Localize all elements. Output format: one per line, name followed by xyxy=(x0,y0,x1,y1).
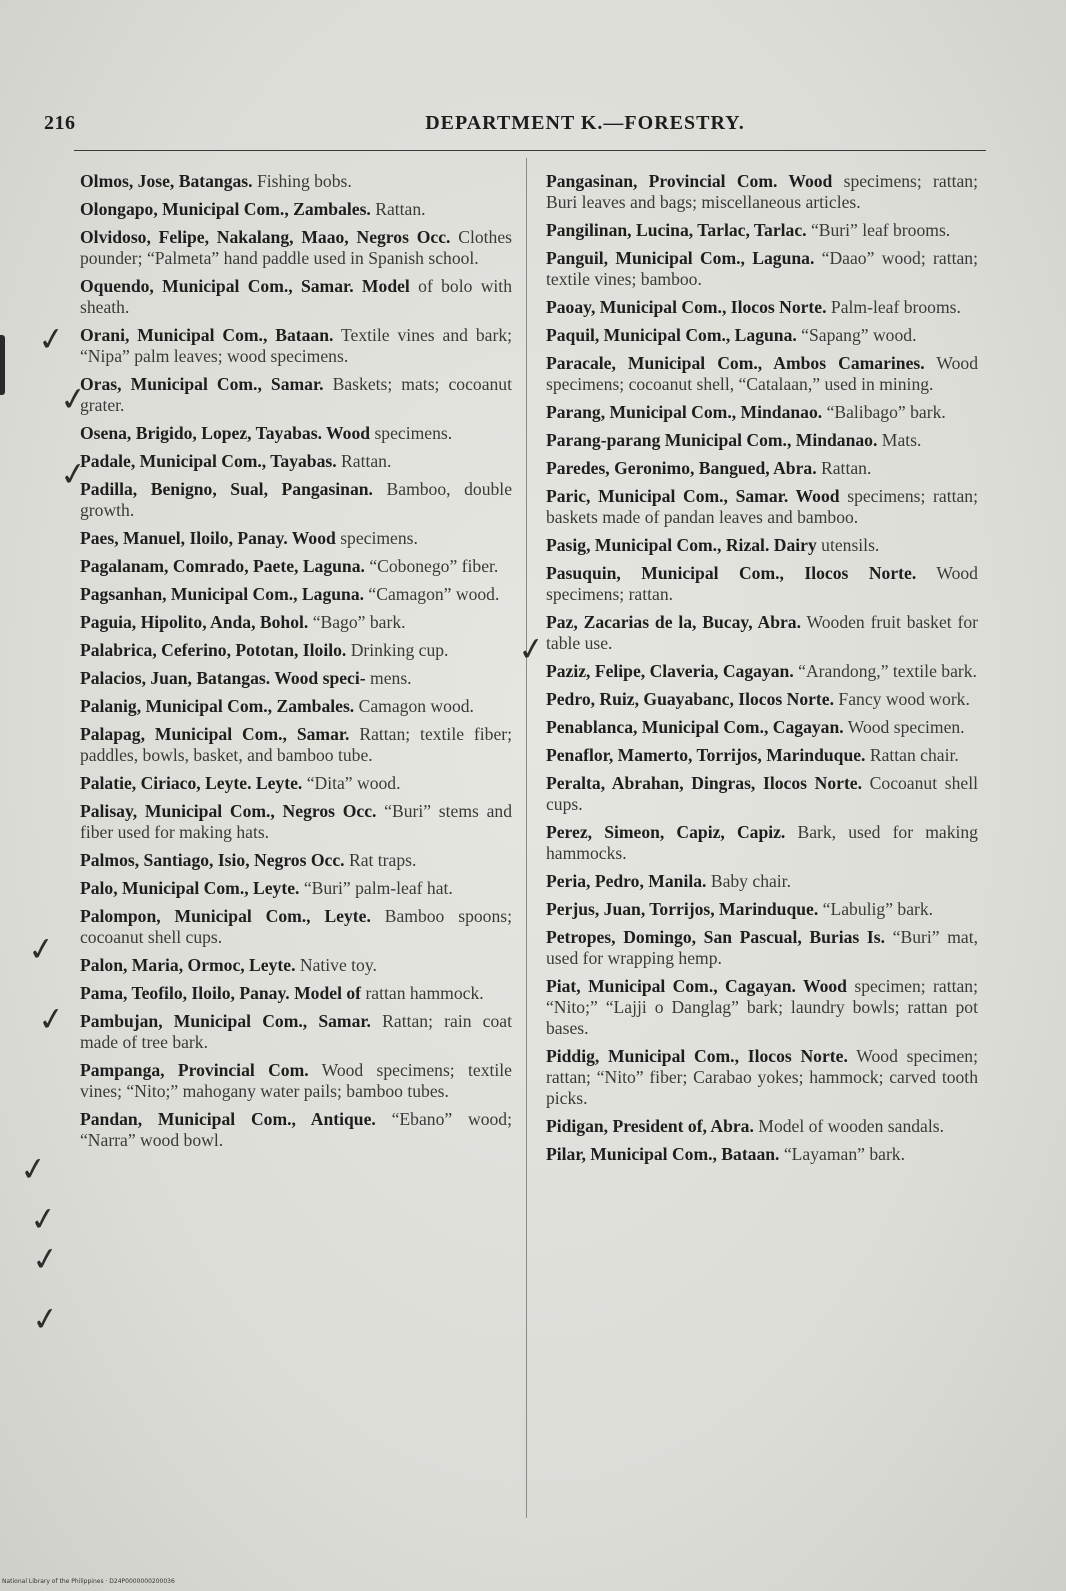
list-item: Paes, Manuel, Iloilo, Panay. Wood specimens. xyxy=(80,528,418,548)
list-item: Paguia, Hipolito, Anda, Bohol. “Bago” bark. xyxy=(80,612,406,632)
checkmark-icon: ✓ xyxy=(35,998,68,1040)
list-item: Piddig, Municipal Com., Ilocos Norte. Wood specimen; rattan; “Nito” fiber; Carabao yokes; hammock; carved tooth picks. xyxy=(546,1046,978,1108)
list-item: Parang-parang Municipal Com., Mindanao. Mats. xyxy=(546,430,922,450)
list-item: Palmos, Santiago, Isio, Negros Occ. Rat traps. xyxy=(80,850,417,870)
list-item: Pilar, Municipal Com., Bataan. “Layaman” bark. xyxy=(546,1144,906,1164)
list-item: Penablanca, Municipal Com., Cagayan. Wood specimen. xyxy=(546,717,965,737)
list-item: Penaflor, Mamerto, Torrijos, Marinduque. Rattan chair. xyxy=(546,745,959,765)
list-item: Palo, Municipal Com., Leyte. “Buri” palm-leaf hat. xyxy=(80,878,453,898)
list-item: Pangilinan, Lucina, Tarlac, Tarlac. “Buri” leaf brooms. xyxy=(546,220,951,240)
list-item: Peralta, Abrahan, Dingras, Ilocos Norte. Cocoanut shell cups. xyxy=(546,773,978,814)
checkmark-icon: ✓ xyxy=(515,628,548,670)
list-item: Olmos, Jose, Batangas. Fishing bobs. xyxy=(80,171,352,191)
list-item: Paoay, Municipal Com., Ilocos Norte. Palm-leaf brooms. xyxy=(546,297,961,317)
list-item: Perez, Simeon, Capiz, Capiz. Bark, used for making hammocks. xyxy=(546,822,978,863)
list-item: Pasuquin, Municipal Com., Ilocos Norte. Wood specimens; rattan. xyxy=(546,563,978,604)
list-item: Palabrica, Ceferino, Pototan, Iloilo. Drinking cup. xyxy=(80,640,449,660)
list-item: Palanig, Municipal Com., Zambales. Camagon wood. xyxy=(80,696,474,716)
checkmark-icon: ✓ xyxy=(25,928,58,970)
list-item: Pambujan, Municipal Com., Samar. Rattan; rain coat made of tree bark. xyxy=(80,1011,512,1052)
list-item: Perjus, Juan, Torrijos, Marinduque. “Labulig” bark. xyxy=(546,899,934,919)
list-item: Orani, Municipal Com., Bataan. Textile vines and bark; “Nipa” palm leaves; wood specimens. xyxy=(80,325,512,366)
list-item: Padilla, Benigno, Sual, Pangasinan. Bamboo, double growth. xyxy=(80,479,512,520)
list-item: Pasig, Municipal Com., Rizal. Dairy utensils. xyxy=(546,535,880,555)
checkmark-icon: ✓ xyxy=(29,1238,62,1280)
list-item: Petropes, Domingo, San Pascual, Burias Is. “Buri” mat, used for wrapping hemp. xyxy=(546,927,978,968)
list-item: Olvidoso, Felipe, Nakalang, Maao, Negros Occ. Clothes pounder; “Palmeta” hand paddle used in Spanish school. xyxy=(80,227,512,268)
list-item: Paziz, Felipe, Claveria, Cagayan. “Arandong,” textile bark. xyxy=(546,661,977,681)
checkmark-icon: ✓ xyxy=(17,1148,50,1190)
column-divider xyxy=(526,158,527,1518)
list-item: Paz, Zacarias de la, Bucay, Abra. Wooden fruit basket for table use. xyxy=(546,612,978,653)
list-item: Paquil, Municipal Com., Laguna. “Sapang” wood. xyxy=(546,325,917,345)
list-item: Paracale, Municipal Com., Ambos Camarines. Wood specimens; cocoanut shell, “Catalaan,” used in mining. xyxy=(546,353,978,394)
checkmark-icon: ✓ xyxy=(57,453,90,495)
list-item: Pedro, Ruiz, Guayabanc, Ilocos Norte. Fancy wood work. xyxy=(546,689,970,709)
checkmark-icon: ✓ xyxy=(35,318,68,360)
right-column xyxy=(546,171,978,1172)
library-watermark: National Library of the Philippines · D24P0000000200036 xyxy=(2,1578,175,1585)
list-item: Pagalanam, Comrado, Paete, Laguna. “Cobonego” fiber. xyxy=(80,556,499,576)
list-item: Palompon, Municipal Com., Leyte. Bamboo spoons; cocoanut shell cups. xyxy=(80,906,512,947)
checkmark-icon: ✓ xyxy=(29,1298,62,1340)
list-item: Paredes, Geronimo, Bangued, Abra. Rattan. xyxy=(546,458,872,478)
list-item: Panguil, Municipal Com., Laguna. “Daao” wood; rattan; textile vines; bamboo. xyxy=(546,248,978,289)
list-item: Palatie, Ciriaco, Leyte. Leyte. “Dita” wood. xyxy=(80,773,401,793)
list-item: Pangasinan, Provincial Com. Wood specimens; rattan; Buri leaves and bags; miscellaneous articles. xyxy=(546,171,978,212)
binding-edge-mark xyxy=(0,335,5,395)
list-item: Piat, Municipal Com., Cagayan. Wood specimen; rattan; “Nito;” “Lajji o Danglag” bark; laundry bowls; rattan pot bases. xyxy=(546,976,978,1038)
list-item: Palisay, Municipal Com., Negros Occ. “Buri” stems and fiber used for making hats. xyxy=(80,801,512,842)
checkmark-icon: ✓ xyxy=(57,378,90,420)
list-item: Palacios, Juan, Batangas. Wood speci- mens. xyxy=(80,668,412,688)
list-item: Peria, Pedro, Manila. Baby chair. xyxy=(546,871,791,891)
header-rule xyxy=(74,150,986,151)
list-item: Parang, Municipal Com., Mindanao. “Balibago” bark. xyxy=(546,402,946,422)
list-item: Pampanga, Provincial Com. Wood specimens; textile vines; “Nito;” mahogany water pails; bamboo tubes. xyxy=(80,1060,512,1101)
list-item: Pandan, Municipal Com., Antique. “Ebano” wood; “Narra” wood bowl. xyxy=(80,1109,512,1150)
list-item: Oras, Municipal Com., Samar. Baskets; mats; cocoanut grater. xyxy=(80,374,512,415)
running-head: DEPARTMENT K.—FORESTRY. xyxy=(425,112,745,134)
list-item: Padale, Municipal Com., Tayabas. Rattan. xyxy=(80,451,392,471)
page-number: 216 xyxy=(44,112,76,134)
list-item: Olongapo, Municipal Com., Zambales. Rattan. xyxy=(80,199,426,219)
list-item: Paric, Municipal Com., Samar. Wood specimens; rattan; baskets made of pandan leaves and bamboo. xyxy=(546,486,978,527)
checkmark-icon: ✓ xyxy=(27,1198,60,1240)
left-column xyxy=(80,171,512,1158)
list-item: Osena, Brigido, Lopez, Tayabas. Wood specimens. xyxy=(80,423,453,443)
list-item: Pagsanhan, Municipal Com., Laguna. “Camagon” wood. xyxy=(80,584,500,604)
list-item: Oquendo, Municipal Com., Samar. Model of bolo with sheath. xyxy=(80,276,512,317)
list-item: Palapag, Municipal Com., Samar. Rattan; textile fiber; paddles, bowls, basket, and bamboo tube. xyxy=(80,724,513,765)
list-item: Palon, Maria, Ormoc, Leyte. Native toy. xyxy=(80,955,377,975)
list-item: Pama, Teofilo, Iloilo, Panay. Model of rattan hammock. xyxy=(80,983,484,1003)
list-item: Pidigan, President of, Abra. Model of wooden sandals. xyxy=(546,1116,944,1136)
